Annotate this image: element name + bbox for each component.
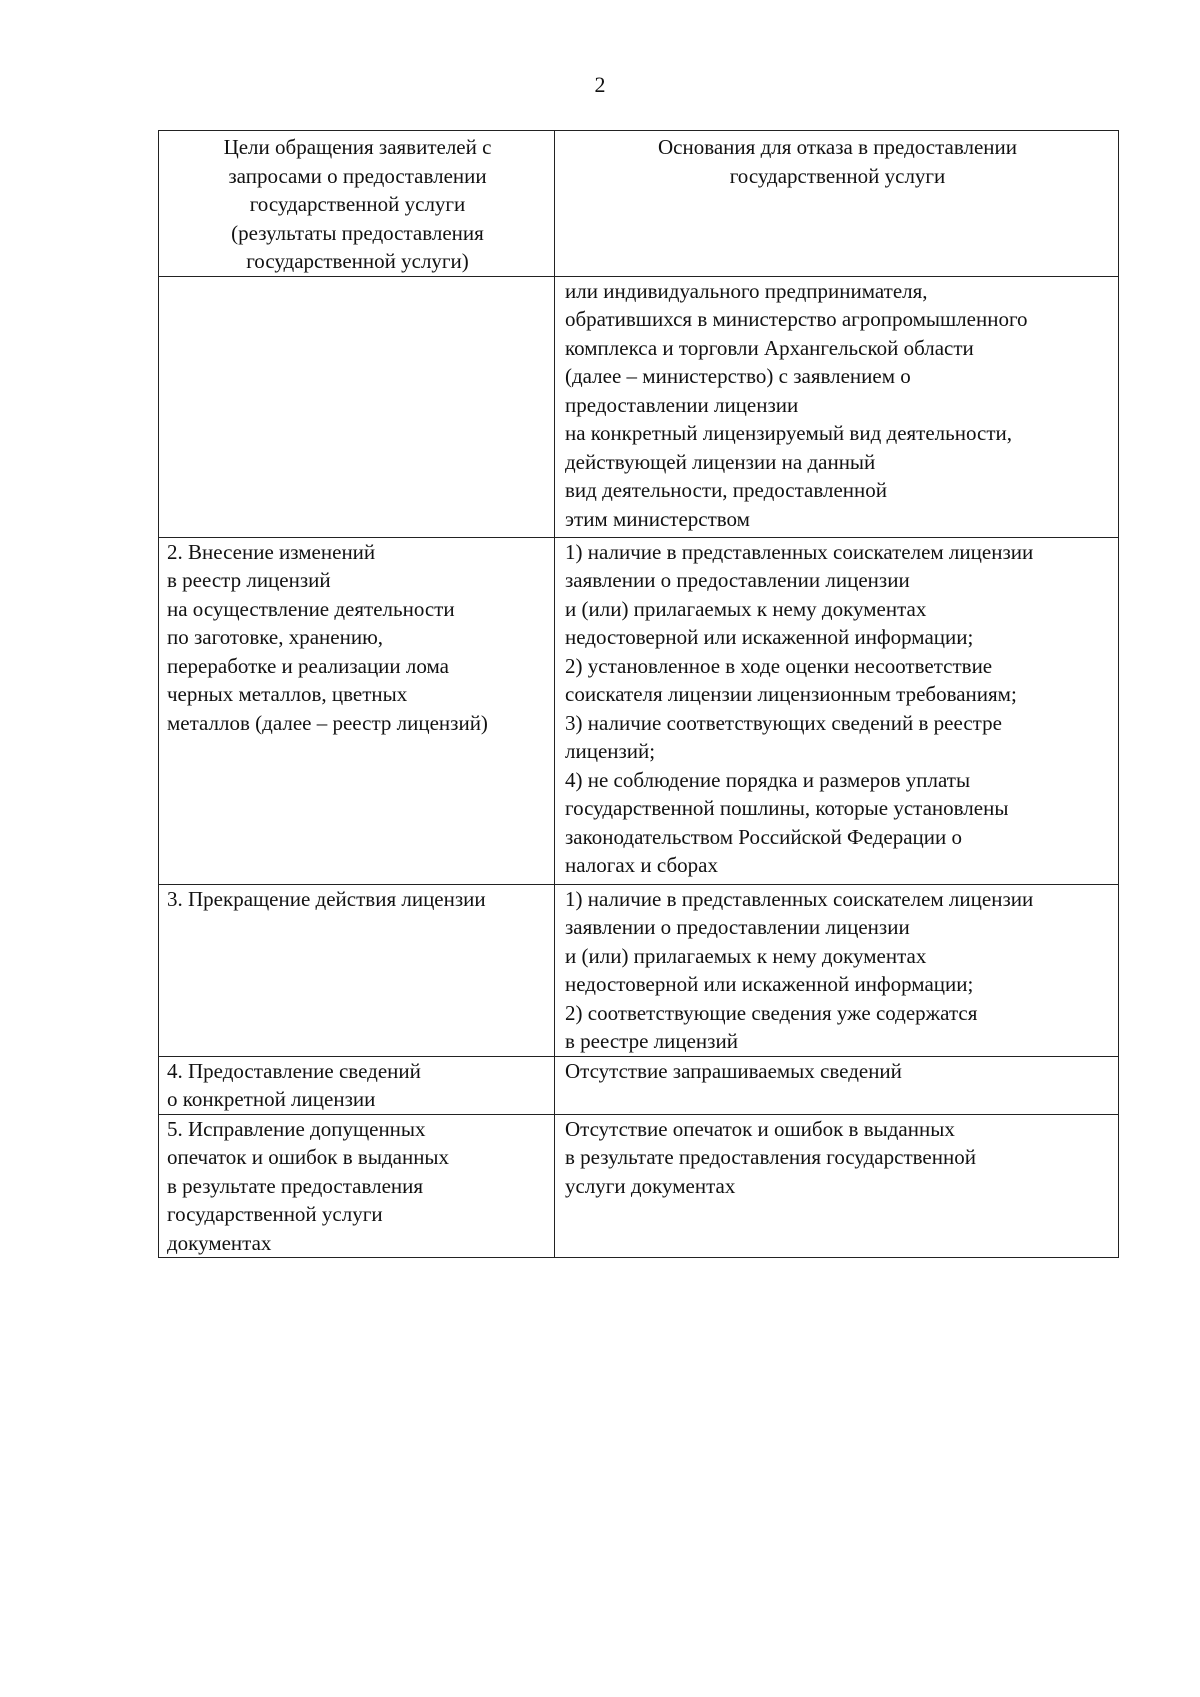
cell-line: 2) соответствующие сведения уже содержатся: [565, 1000, 978, 1025]
header-goals-line: государственной услуги): [246, 249, 469, 273]
row-5-grounds-cell: [555, 1114, 1119, 1258]
row-2-goal-cell: [159, 537, 555, 884]
cell-line: 3. Прекращение действия лицензии: [167, 886, 486, 911]
row-5-goal-cell: [159, 1114, 555, 1258]
cell-line: о конкретной лицензии: [167, 1087, 376, 1111]
cell-line: 4. Предоставление сведений: [167, 1058, 421, 1083]
page-number: 2: [594, 72, 606, 97]
table-row-continuation: [159, 276, 1119, 537]
cell-line: недостоверной или искаженной информации;: [565, 625, 974, 649]
cell-line: (далее – министерство) с заявлением о: [565, 364, 911, 388]
cell-line: Отсутствие запрашиваемых сведений: [565, 1058, 902, 1083]
table-row-3: [159, 884, 1119, 1056]
table-row-4: [159, 1056, 1119, 1114]
refusal-grounds-table: [158, 130, 1119, 1258]
cell-line: или индивидуального предпринимателя,: [565, 278, 928, 303]
cell-line: на осуществление деятельности: [167, 596, 455, 621]
header-goals-line: (результаты предоставления: [231, 220, 484, 245]
cell-line: 4) не соблюдение порядка и размеров уплаты: [565, 767, 971, 792]
header-goals-line: Цели обращения заявителей с: [223, 135, 492, 159]
cell-line: 2. Внесение изменений: [167, 539, 376, 564]
header-goals-cell: [159, 131, 555, 277]
table-header-row: [159, 131, 1119, 277]
cell-line: черных металлов, цветных: [167, 682, 408, 706]
cell-line: 5. Исправление допущенных: [167, 1116, 426, 1141]
cell-line: этим министерством: [565, 506, 750, 531]
cell-line: вид деятельности, предоставленной: [565, 478, 888, 502]
header-grounds-line: Основания для отказа в предоставлении: [658, 135, 1017, 159]
cell-line: государственной пошлины, которые установлены: [565, 796, 1009, 820]
cell-line: налогах и сборах: [565, 853, 718, 877]
cell-line: переработке и реализации лома: [167, 653, 449, 678]
cell-line: соискателя лицензии лицензионным требованиям;: [565, 682, 1017, 706]
row-3-goal-cell: [159, 884, 555, 1056]
cell-line: 2) установленное в ходе оценки несоответствие: [565, 653, 993, 678]
cell-line: государственной услуги: [167, 1202, 383, 1226]
header-goals-line: государственной услуги: [249, 192, 466, 216]
cell-line: услуги документах: [565, 1173, 736, 1198]
row-3-grounds-cell: [555, 884, 1119, 1056]
row-2-grounds-cell: [555, 537, 1119, 884]
cell-line: опечаток и ошибок в выданных: [167, 1145, 450, 1169]
cell-line: в реестр лицензий: [167, 568, 331, 592]
cell-line: Отсутствие опечаток и ошибок в выданных: [565, 1116, 955, 1141]
cell-line: металлов (далее – реестр лицензий): [167, 710, 488, 735]
cell-line: в реестре лицензий: [565, 1029, 738, 1053]
header-goals-line: запросами о предоставлении: [228, 163, 487, 188]
table-row-5: [159, 1114, 1119, 1258]
cell-line: заявлении о предоставлении лицензии: [565, 915, 910, 939]
header-grounds-line: государственной услуги: [729, 163, 946, 188]
cell-line: в результате предоставления: [167, 1173, 424, 1198]
row-4-goal-cell: [159, 1056, 555, 1114]
cell-line: 3) наличие соответствующих сведений в реестре: [565, 710, 1002, 735]
cell-line: заявлении о предоставлении лицензии: [565, 568, 910, 592]
cell-line: 1) наличие в представленных соискателем лицензии: [565, 886, 1034, 911]
continuation-goal-cell: [159, 276, 555, 537]
cell-line: и (или) прилагаемых к нему документах: [565, 596, 927, 621]
table-row-2: [159, 537, 1119, 884]
cell-line: на конкретный лицензируемый вид деятельности,: [565, 421, 1012, 445]
row-4-grounds-cell: [555, 1056, 1119, 1114]
cell-line: недостоверной или искаженной информации;: [565, 972, 974, 996]
cell-line: обратившихся в министерство агропромышленного: [565, 307, 1028, 331]
cell-line: предоставлении лицензии: [565, 392, 799, 417]
cell-line: и (или) прилагаемых к нему документах: [565, 943, 927, 968]
cell-line: документах: [167, 1230, 272, 1255]
header-grounds-cell: [555, 131, 1119, 277]
cell-line: по заготовке, хранению,: [167, 625, 384, 649]
cell-line: в результате предоставления государственной: [565, 1145, 976, 1169]
cell-line: лицензий;: [565, 739, 656, 763]
cell-line: законодательством Российской Федерации о: [565, 824, 962, 849]
cell-line: действующей лицензии на данный: [565, 449, 876, 474]
cell-line: 1) наличие в представленных соискателем лицензии: [565, 539, 1034, 564]
continuation-grounds-cell: [555, 276, 1119, 537]
cell-line: комплекса и торговли Архангельской области: [565, 335, 974, 360]
